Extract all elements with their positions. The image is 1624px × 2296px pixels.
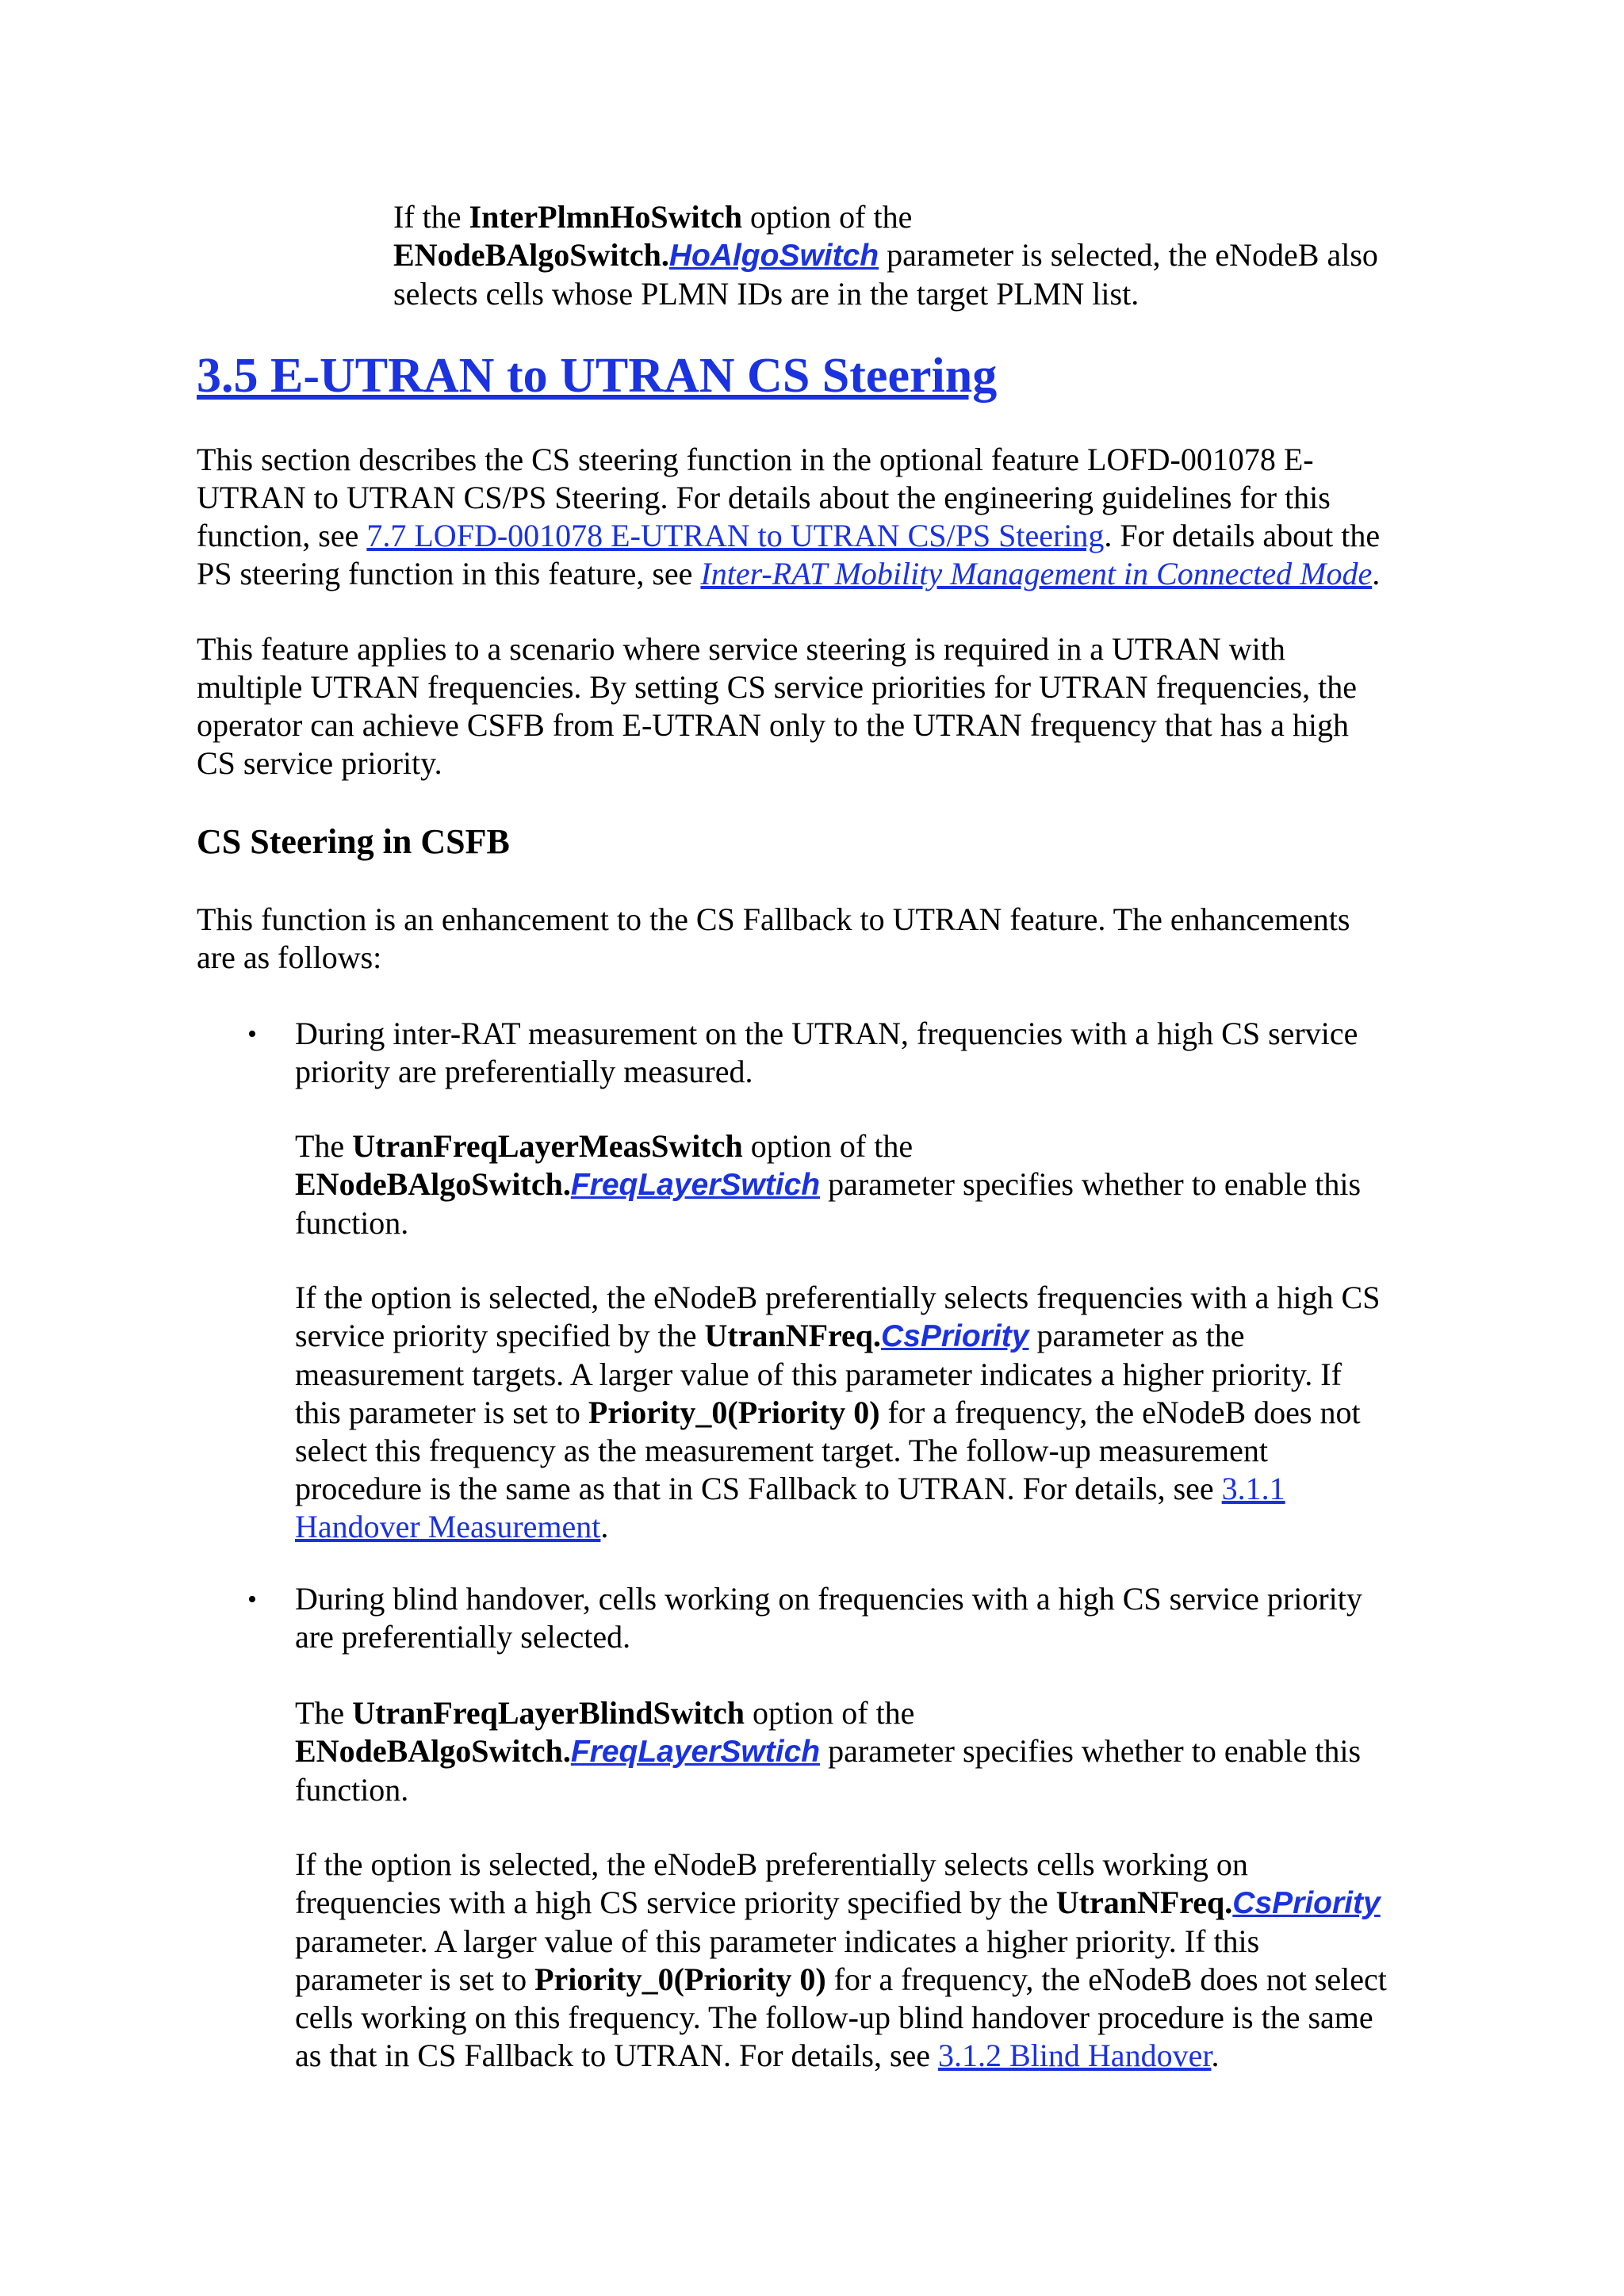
subsection-paragraph — [197, 901, 1350, 977]
text-line — [295, 1394, 1380, 1432]
bullet-marker: • — [247, 1585, 257, 1614]
section-heading-link[interactable]: 3.5 E-UTRAN to UTRAN CS Steering — [197, 349, 998, 403]
text-run: as that in CS Fallback to UTRAN. For details, see — [295, 2038, 939, 2073]
text-run: The — [295, 1695, 353, 1731]
text-line: During blind handover, cells working on frequencies with a high CS service priority — [295, 1581, 1362, 1617]
text-run: parameter is set to — [295, 1961, 535, 1997]
bullet-1-switch — [295, 1127, 1361, 1242]
text-line: parameter. A larger value of this parameter indicates a higher priority. If this — [295, 1923, 1260, 1959]
text-line — [295, 1732, 1361, 1771]
text-run: PS steering function in this feature, see — [197, 556, 701, 591]
text-line — [393, 236, 1378, 275]
text-run: . — [1211, 2038, 1220, 2073]
option-name: UtranFreqLayerMeasSwitch — [352, 1128, 743, 1164]
value-name: Priority_0(Priority 0) — [588, 1395, 880, 1430]
text-run: frequencies with a high CS service priority specified by the — [295, 1885, 1056, 1920]
separator: . — [1224, 1885, 1233, 1920]
text-line: operator can achieve CSFB from E-UTRAN only to the UTRAN frequency that has a high — [197, 707, 1349, 743]
text-run: service priority specified by the — [295, 1318, 705, 1353]
mo-name: ENodeBAlgoSwitch — [393, 237, 661, 273]
text-line — [295, 1961, 1387, 1999]
text-run: option of the — [741, 199, 913, 235]
bullet-2-detail — [295, 1846, 1387, 2075]
text-run: option of the — [742, 1128, 914, 1164]
text-line: multiple UTRAN frequencies. By setting CS service priorities for UTRAN frequencies, the — [197, 669, 1357, 705]
bullet-marker: • — [247, 1020, 257, 1049]
text-line — [295, 2037, 1387, 2075]
text-run: parameter specifies whether to enable this — [820, 1166, 1362, 1202]
parameter-link-cspriority[interactable]: CsPriority — [881, 1319, 1029, 1353]
parameter-link-freqlayerswtich[interactable]: FreqLayerSwtich — [570, 1168, 821, 1202]
text-line — [295, 1508, 1380, 1546]
text-line — [295, 1127, 1361, 1165]
option-name: UtranFreqLayerBlindSwitch — [352, 1695, 745, 1731]
text-line: priority are preferentially measured. — [295, 1054, 753, 1089]
text-line: If the option is selected, the eNodeB preferentially selects frequencies with a high CS — [295, 1280, 1381, 1315]
handover-measurement-link[interactable]: 3.1.1 — [1221, 1471, 1285, 1506]
text-line — [295, 1884, 1387, 1923]
guidelines-link[interactable]: 7.7 LOFD-001078 E-UTRAN to UTRAN CS/PS Steering — [366, 518, 1105, 553]
text-line: CS service priority. — [197, 745, 442, 781]
text-run: . — [600, 1509, 609, 1544]
text-line: This function is an enhancement to the CS Fallback to UTRAN feature. The enhancements — [197, 901, 1350, 937]
text-line: During inter-RAT measurement on the UTRAN, frequencies with a high CS service — [295, 1016, 1358, 1051]
text-run: for a frequency, the eNodeB does not — [879, 1395, 1361, 1430]
text-run: procedure is the same as that in CS Fallback to UTRAN. For details, see — [295, 1471, 1222, 1506]
text-run: option of the — [745, 1695, 915, 1731]
separator: . — [562, 1166, 571, 1202]
text-line: select this frequency as the measurement target. The follow-up measurement — [295, 1433, 1268, 1468]
text-line: function. — [295, 1772, 409, 1808]
separator: . — [873, 1318, 882, 1353]
blind-handover-link[interactable]: 3.1.2 Blind Handover — [938, 2038, 1212, 2073]
text-run: parameter specifies whether to enable this — [820, 1733, 1362, 1769]
text-run: parameter is selected, the eNodeB also — [879, 237, 1378, 273]
text-run: The — [295, 1128, 353, 1164]
text-line — [295, 1165, 1361, 1204]
bullet-2-intro — [295, 1580, 1362, 1656]
mo-name: ENodeBAlgoSwitch — [295, 1733, 563, 1769]
text-line: UTRAN to UTRAN CS/PS Steering. For details about the engineering guidelines for this — [197, 480, 1331, 515]
text-run: . For details about the — [1104, 518, 1381, 553]
text-line: selects cells whose PLMN IDs are in the target PLMN list. — [393, 276, 1139, 312]
section-paragraph-1 — [197, 441, 1380, 593]
bullet-2-switch — [295, 1694, 1361, 1809]
document-reference-link[interactable]: Inter-RAT Mobility Management in Connected Mode — [700, 556, 1373, 591]
text-line: measurement targets. A larger value of this parameter indicates a higher priority. If — [295, 1357, 1342, 1392]
text-line: This section describes the CS steering function in the optional feature LOFD-001078 E- — [197, 442, 1314, 477]
text-run: function, see — [197, 518, 367, 553]
parameter-link-hoalgoswitch[interactable]: HoAlgoSwitch — [668, 239, 879, 273]
text-run: parameter as the — [1028, 1318, 1245, 1353]
text-line: function. — [295, 1205, 409, 1241]
text-run: for a frequency, the eNodeB does not select — [825, 1961, 1387, 1997]
text-line — [197, 517, 1380, 555]
text-line — [295, 1694, 1361, 1732]
handover-measurement-link[interactable]: Handover Measurement — [295, 1509, 601, 1544]
text-line: This feature applies to a scenario where service steering is required in a UTRAN with — [197, 631, 1285, 667]
parameter-link-cspriority[interactable]: CsPriority — [1232, 1886, 1381, 1920]
text-line — [197, 555, 1380, 593]
option-name: InterPlmnHoSwitch — [469, 199, 742, 235]
separator: . — [562, 1733, 571, 1769]
parameter-link-freqlayerswtich[interactable]: FreqLayerSwtich — [570, 1735, 821, 1769]
subsection-heading: CS Steering in CSFB — [197, 822, 510, 861]
text-run: If the — [393, 199, 469, 235]
text-line: cells working on this frequency. The follow-up blind handover procedure is the same — [295, 1999, 1373, 2035]
mo-name: UtranNFreq — [704, 1318, 874, 1353]
separator: . — [661, 237, 669, 273]
mo-name: UtranNFreq — [1055, 1885, 1225, 1920]
text-line: are preferentially selected. — [295, 1619, 631, 1655]
section-paragraph-2 — [197, 630, 1357, 783]
text-line: are as follows: — [197, 939, 382, 975]
intro-paragraph — [393, 198, 1378, 313]
text-line — [295, 1470, 1380, 1508]
text-run: this parameter is set to — [295, 1395, 588, 1430]
text-run: . — [1372, 556, 1381, 591]
bullet-1-detail — [295, 1279, 1380, 1546]
text-line — [393, 198, 1378, 236]
bullet-1-intro — [295, 1015, 1358, 1091]
mo-name: ENodeBAlgoSwitch — [295, 1166, 563, 1202]
value-name: Priority_0(Priority 0) — [534, 1961, 826, 1997]
text-line: If the option is selected, the eNodeB preferentially selects cells working on — [295, 1846, 1248, 1882]
text-line — [295, 1317, 1380, 1356]
